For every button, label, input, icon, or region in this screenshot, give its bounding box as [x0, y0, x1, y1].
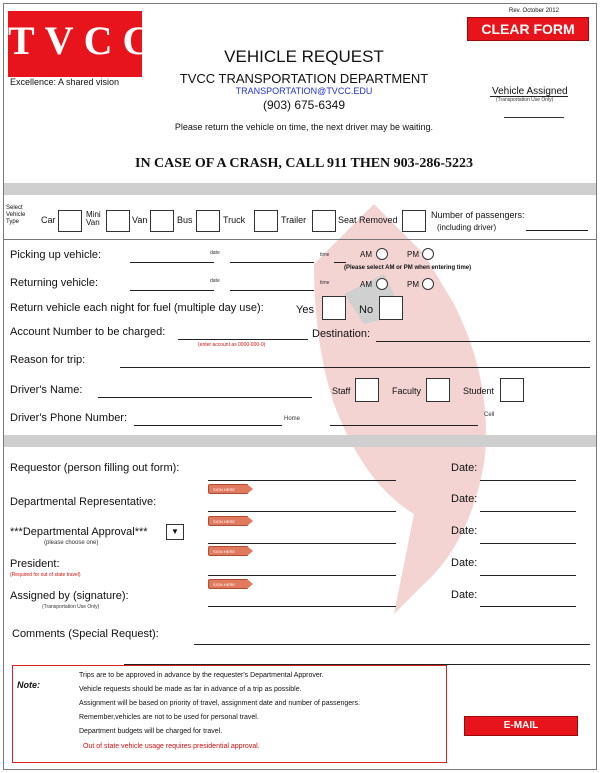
department-phone: (903) 675-6349 [262, 98, 346, 112]
pickup-pm-label: PM [407, 250, 419, 259]
vehicle-truck-label: Truck [223, 215, 246, 225]
note-label: Note: [17, 680, 40, 690]
note-box [12, 665, 447, 763]
requestor-signature-line[interactable] [208, 480, 396, 481]
assigned-label: Assigned by (signature): [10, 590, 129, 602]
home-phone-label: Home [284, 416, 301, 422]
requestor-date-input[interactable] [480, 480, 576, 481]
returning-pm-radio[interactable] [422, 278, 434, 290]
vehicle-trailer-checkbox[interactable] [312, 210, 336, 232]
assigned-note: (Transportation Use Only) [42, 604, 100, 610]
vehicle-assigned-label: Vehicle Assigned [492, 86, 568, 97]
pickup-time-input[interactable] [334, 262, 346, 263]
account-hint: (enter account as 0000-000-0) [198, 342, 266, 348]
vehicle-van-label: Van [132, 215, 148, 225]
driver-phone-home-input[interactable] [134, 425, 282, 426]
faculty-checkbox[interactable] [426, 378, 450, 402]
passengers-label: Number of passengers: [431, 210, 525, 220]
section-divider-2 [4, 435, 596, 447]
president-date-label: Date: [451, 557, 478, 569]
pickup-pm-radio[interactable] [422, 248, 434, 260]
return-notice: Please return the vehicle on time, the next driver may be waiting. [174, 122, 434, 132]
president-note: (Required for out of state travel) [10, 572, 81, 578]
approval-note: (please choose one) [44, 540, 99, 546]
president-date-input[interactable] [480, 575, 576, 576]
vehicle-assigned-note: (Transportation Use Only) [496, 97, 554, 103]
pickup-date-label: date [210, 250, 220, 256]
approval-date-label: Date: [451, 525, 478, 537]
returning-time-label: time [320, 280, 330, 286]
vehicle-minivan-label: Mini Van [86, 210, 101, 227]
vehicle-type-label: Select Vehicle Type [6, 205, 26, 225]
row-divider [4, 239, 596, 240]
comments-input-line-1[interactable] [194, 644, 590, 645]
note-line: Vehicle requests should be made as far in advance of a trip as possible. [79, 686, 302, 693]
vehicle-seat-removed-checkbox[interactable] [402, 210, 426, 232]
vehicle-trailer-label: Trailer [281, 215, 307, 225]
rep-label: Departmental Representative: [10, 496, 157, 508]
vehicle-car-label: Car [41, 215, 56, 225]
note-line: Assignment will be based on priority of travel, assignment date and number of passengers. [79, 700, 360, 707]
returning-pm-label: PM [407, 280, 419, 289]
sign-here-tag-approval: SIGN HERE [208, 516, 248, 526]
destination-label: Destination: [312, 328, 371, 340]
president-label: President: [10, 558, 60, 570]
logo-text: TVCC [8, 18, 162, 63]
returning-am-label: AM [360, 280, 372, 289]
crash-notice: IN CASE OF A CRASH, CALL 911 THEN 903-286-5223 [135, 156, 473, 171]
fuel-yes-checkbox[interactable] [322, 296, 346, 320]
reason-label: Reason for trip: [10, 354, 86, 366]
approval-dropdown[interactable] [166, 524, 184, 540]
comments-label: Comments (Special Request): [12, 628, 159, 640]
pickup-date-input[interactable] [130, 262, 214, 263]
note-line: Trips are to be approved in advance by the requester's Departmental Approver. [79, 672, 324, 679]
vehicle-seat-removed-label: Seat Removed [338, 215, 398, 225]
section-divider [4, 183, 596, 195]
returning-date-input[interactable] [130, 290, 214, 291]
account-input[interactable] [178, 339, 308, 340]
sign-here-tag-assigned: SIGN HERE [208, 579, 248, 589]
pickup-date-input-2[interactable] [230, 262, 314, 263]
returning-date-label: date [210, 278, 220, 284]
fuel-label: Return vehicle each night for fuel (multiple day use): [10, 302, 264, 314]
rep-signature-line[interactable] [208, 511, 396, 512]
driver-name-label: Driver's Name: [10, 384, 83, 396]
vehicle-truck-checkbox[interactable] [254, 210, 278, 232]
student-label: Student [463, 386, 495, 396]
vehicle-bus-checkbox[interactable] [196, 210, 220, 232]
assigned-date-input[interactable] [480, 606, 576, 607]
sign-here-tag-rep: SIGN HERE [208, 484, 248, 494]
returning-am-radio[interactable] [376, 278, 388, 290]
clear-form-button[interactable]: CLEAR FORM [467, 17, 589, 41]
staff-label: Staff [332, 386, 351, 396]
staff-checkbox[interactable] [355, 378, 379, 402]
faculty-label: Faculty [392, 386, 422, 396]
returning-date-input-2[interactable] [230, 290, 314, 291]
assigned-signature-line[interactable] [208, 606, 396, 607]
approval-signature-line[interactable] [208, 543, 396, 544]
note-line: Department budgets will be charged for travel. [79, 728, 223, 735]
account-label: Account Number to be charged: [10, 326, 166, 338]
requestor-date-label: Date: [451, 462, 478, 474]
approval-label: ***Departmental Approval*** [10, 526, 148, 538]
reason-input[interactable] [120, 367, 590, 368]
passengers-input[interactable] [526, 230, 588, 231]
note-red-line: Out of state vehicle usage requires presidential approval. [83, 743, 260, 750]
president-signature-line[interactable] [208, 575, 396, 576]
department-name: TVCC TRANSPORTATION DEPARTMENT [179, 71, 429, 86]
vehicle-minivan-checkbox[interactable] [106, 210, 130, 232]
vehicle-bus-label: Bus [177, 215, 193, 225]
note-line: Remember,vehicles are not to be used for personal travel. [79, 714, 259, 721]
email-button[interactable]: E-MAIL [464, 716, 578, 736]
ampm-note: (Please select AM or PM when entering time) [344, 265, 472, 271]
destination-input[interactable] [376, 341, 590, 342]
vehicle-assigned-field[interactable] [504, 104, 564, 118]
rep-date-label: Date: [451, 493, 478, 505]
driver-phone-cell-input[interactable] [330, 425, 478, 426]
logo-tagline: Excellence: A shared vision [10, 77, 120, 87]
vehicle-van-checkbox[interactable] [150, 210, 174, 232]
pickup-time-label: time [320, 252, 330, 258]
fuel-no-checkbox[interactable] [379, 296, 403, 320]
passengers-note: (including driver) [437, 223, 497, 232]
driver-phone-label: Driver's Phone Number: [10, 412, 128, 424]
fuel-no-label: No [359, 304, 374, 316]
form-title: VEHICLE REQUEST [224, 47, 384, 66]
rep-date-input[interactable] [480, 511, 576, 512]
returning-label: Returning vehicle: [10, 277, 99, 289]
revision-date: Rev. October 2012 [509, 8, 559, 14]
approval-date-input[interactable] [480, 543, 576, 544]
chevron-down-icon: ▼ [171, 527, 179, 536]
driver-name-input[interactable] [98, 397, 312, 398]
pickup-am-label: AM [360, 250, 372, 259]
cell-phone-label: Cell [484, 412, 495, 418]
tvcc-logo [8, 11, 162, 77]
pickup-am-radio[interactable] [376, 248, 388, 260]
vehicle-car-checkbox[interactable] [58, 210, 82, 232]
assigned-date-label: Date: [451, 589, 478, 601]
department-email-link[interactable]: TRANSPORTATION@TVCC.EDU [235, 86, 373, 96]
requestor-label: Requestor (person filling out form): [10, 462, 180, 474]
pickup-label: Picking up vehicle: [10, 249, 102, 261]
fuel-yes-label: Yes [296, 304, 314, 316]
cardinal-watermark-icon [254, 184, 554, 624]
form-page [3, 3, 597, 770]
student-checkbox[interactable] [500, 378, 524, 402]
sign-here-tag-president: SIGN HERE [208, 546, 248, 556]
